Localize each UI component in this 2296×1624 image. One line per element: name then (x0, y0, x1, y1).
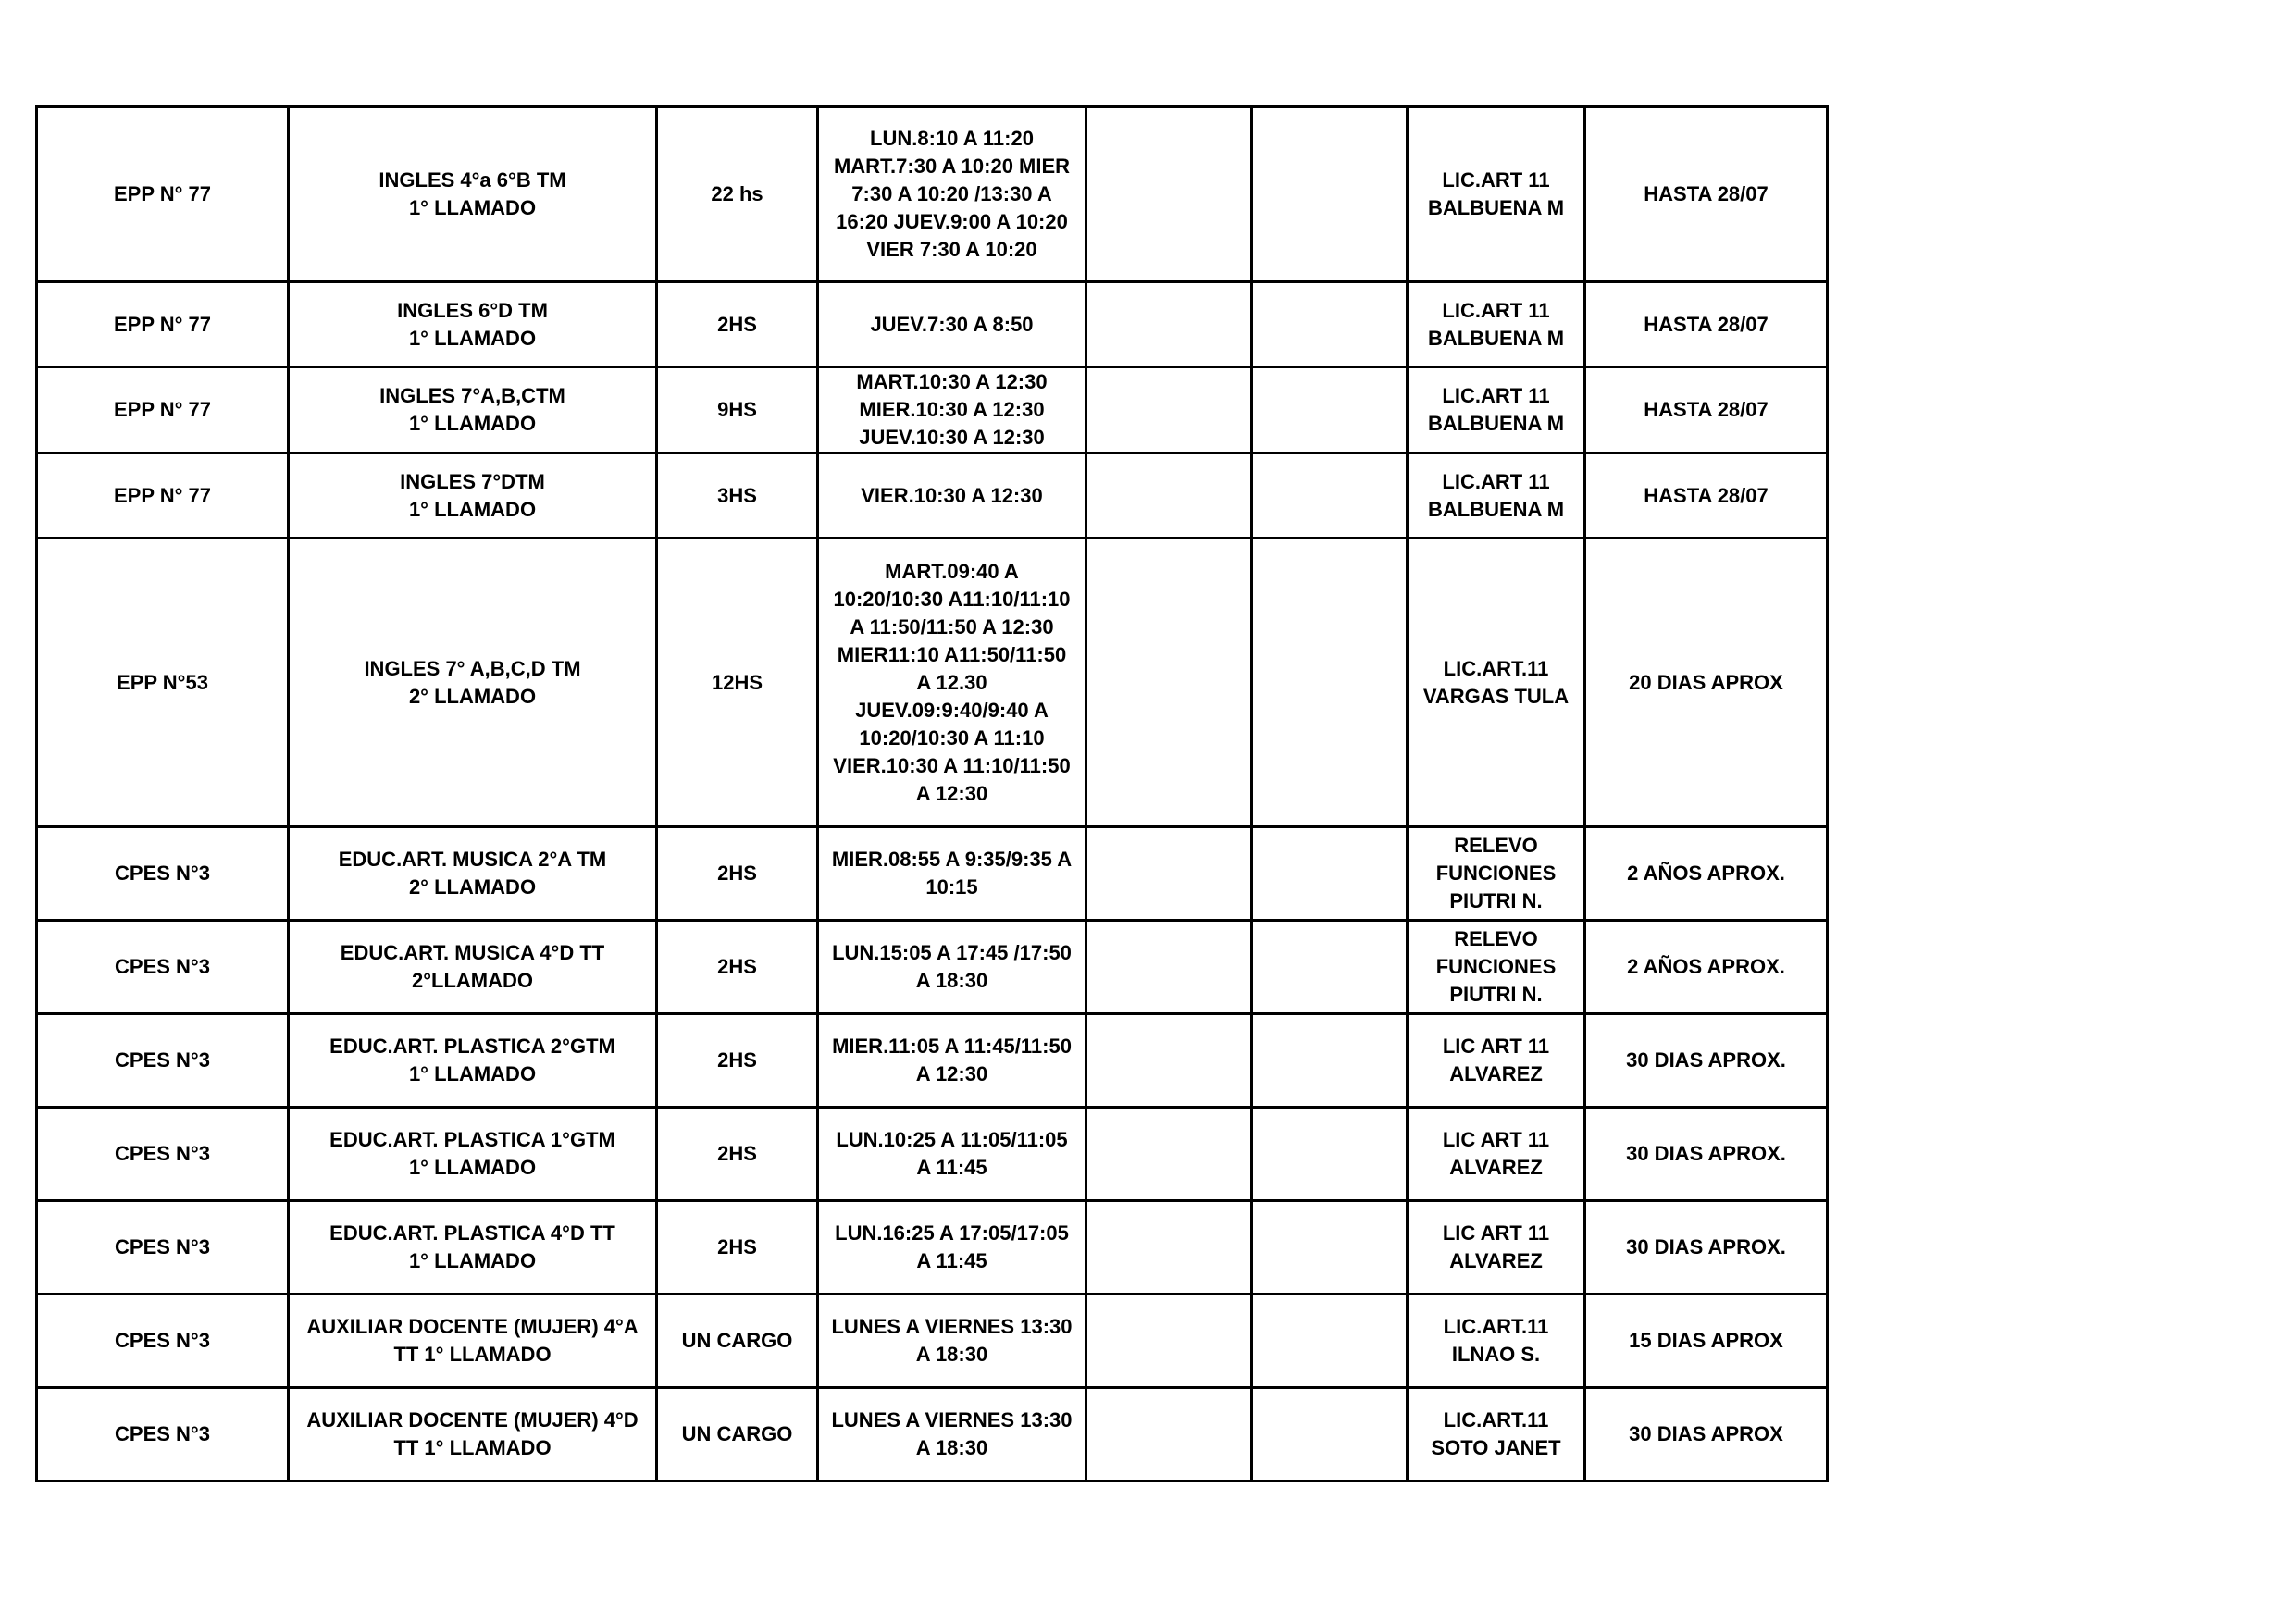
schedule-cell: MART.09:40 A 10:20/10:30 A11:10/11:10 A 11:50/11:50 A 12:30 MIER11:10 A11:50/11:50 A 12.30 JUEV.09:9:40/9:40 A 10:20/10:30 A 11:10 VIER.10:30 A 11:10/11:50 A 12:30 (818, 539, 1086, 827)
duration-cell: 15 DIAS APROX (1585, 1295, 1828, 1388)
reason-cell: LIC.ART.11 SOTO JANET (1408, 1388, 1585, 1481)
subject-cell: AUXILIAR DOCENTE (MUJER) 4°A TT 1° LLAMADO (289, 1295, 657, 1388)
duration-cell: HASTA 28/07 (1585, 107, 1828, 282)
hours-cell: UN CARGO (657, 1295, 818, 1388)
reason-cell: LIC.ART 11 BALBUENA M (1408, 367, 1585, 453)
schedule-cell: LUNES A VIERNES 13:30 A 18:30 (818, 1295, 1086, 1388)
institution-cell: CPES N°3 (37, 1201, 289, 1295)
subject-cell: EDUC.ART. MUSICA 2°A TM 2° LLAMADO (289, 827, 657, 921)
subject-cell: EDUC.ART. PLASTICA 4°D TT 1° LLAMADO (289, 1201, 657, 1295)
reason-cell: RELEVO FUNCIONES PIUTRI N. (1408, 827, 1585, 921)
schedule-cell: MIER.08:55 A 9:35/9:35 A 10:15 (818, 827, 1086, 921)
empty-cell (1252, 1014, 1408, 1108)
reason-cell: LIC.ART 11 BALBUENA M (1408, 107, 1585, 282)
duration-cell: 2 AÑOS APROX. (1585, 827, 1828, 921)
duration-cell: 30 DIAS APROX. (1585, 1108, 1828, 1201)
institution-cell: EPP N° 77 (37, 107, 289, 282)
table-row (37, 453, 1828, 539)
subject-cell: INGLES 7°DTM 1° LLAMADO (289, 453, 657, 539)
empty-cell (1086, 539, 1252, 827)
institution-cell: CPES N°3 (37, 921, 289, 1014)
empty-cell (1252, 1201, 1408, 1295)
duration-cell: 30 DIAS APROX. (1585, 1201, 1828, 1295)
schedule-cell: LUNES A VIERNES 13:30 A 18:30 (818, 1388, 1086, 1481)
schedule-cell: LUN.8:10 A 11:20 MART.7:30 A 10:20 MIER 7:30 A 10:20 /13:30 A 16:20 JUEV.9:00 A 10:20 VIER 7:30 A 10:20 (818, 107, 1086, 282)
hours-cell: 2HS (657, 1108, 818, 1201)
institution-cell: CPES N°3 (37, 1388, 289, 1481)
empty-cell (1252, 453, 1408, 539)
reason-cell: LIC ART 11 ALVAREZ (1408, 1014, 1585, 1108)
empty-cell (1086, 453, 1252, 539)
schedule-cell: LUN.10:25 A 11:05/11:05 A 11:45 (818, 1108, 1086, 1201)
table-row (37, 1201, 1828, 1295)
reason-cell: LIC.ART.11 VARGAS TULA (1408, 539, 1585, 827)
subject-cell: EDUC.ART. PLASTICA 1°GTM 1° LLAMADO (289, 1108, 657, 1201)
duration-cell: 30 DIAS APROX. (1585, 1014, 1828, 1108)
empty-cell (1086, 1108, 1252, 1201)
empty-cell (1086, 107, 1252, 282)
hours-cell: 2HS (657, 1201, 818, 1295)
reason-cell: LIC.ART.11 ILNAO S. (1408, 1295, 1585, 1388)
hours-cell: 3HS (657, 453, 818, 539)
subject-cell: AUXILIAR DOCENTE (MUJER) 4°D TT 1° LLAMADO (289, 1388, 657, 1481)
empty-cell (1086, 1201, 1252, 1295)
empty-cell (1086, 282, 1252, 367)
reason-cell: LIC ART 11 ALVAREZ (1408, 1108, 1585, 1201)
subject-cell: EDUC.ART. PLASTICA 2°GTM 1° LLAMADO (289, 1014, 657, 1108)
vacancy-table (35, 105, 1829, 1482)
duration-cell: 2 AÑOS APROX. (1585, 921, 1828, 1014)
schedule-cell: JUEV.7:30 A 8:50 (818, 282, 1086, 367)
schedule-cell: LUN.16:25 A 17:05/17:05 A 11:45 (818, 1201, 1086, 1295)
reason-cell: LIC.ART 11 BALBUENA M (1408, 282, 1585, 367)
table-row (37, 1388, 1828, 1481)
empty-cell (1086, 921, 1252, 1014)
subject-cell: EDUC.ART. MUSICA 4°D TT 2°LLAMADO (289, 921, 657, 1014)
hours-cell: 22 hs (657, 107, 818, 282)
empty-cell (1252, 1388, 1408, 1481)
empty-cell (1252, 367, 1408, 453)
table-row (37, 827, 1828, 921)
schedule-cell: MART.10:30 A 12:30 MIER.10:30 A 12:30 JUEV.10:30 A 12:30 (818, 367, 1086, 453)
hours-cell: 2HS (657, 921, 818, 1014)
empty-cell (1086, 827, 1252, 921)
hours-cell: 2HS (657, 827, 818, 921)
schedule-cell: MIER.11:05 A 11:45/11:50 A 12:30 (818, 1014, 1086, 1108)
table-row (37, 1014, 1828, 1108)
table-row (37, 1295, 1828, 1388)
empty-cell (1252, 1108, 1408, 1201)
institution-cell: CPES N°3 (37, 827, 289, 921)
duration-cell: 30 DIAS APROX (1585, 1388, 1828, 1481)
institution-cell: CPES N°3 (37, 1108, 289, 1201)
empty-cell (1252, 827, 1408, 921)
institution-cell: EPP N° 77 (37, 282, 289, 367)
institution-cell: EPP N° 77 (37, 367, 289, 453)
hours-cell: 2HS (657, 282, 818, 367)
schedule-cell: LUN.15:05 A 17:45 /17:50 A 18:30 (818, 921, 1086, 1014)
duration-cell: HASTA 28/07 (1585, 282, 1828, 367)
empty-cell (1252, 539, 1408, 827)
table-row (37, 367, 1828, 453)
duration-cell: HASTA 28/07 (1585, 453, 1828, 539)
empty-cell (1086, 1295, 1252, 1388)
schedule-cell: VIER.10:30 A 12:30 (818, 453, 1086, 539)
empty-cell (1086, 1388, 1252, 1481)
hours-cell: UN CARGO (657, 1388, 818, 1481)
empty-cell (1086, 367, 1252, 453)
empty-cell (1252, 1295, 1408, 1388)
institution-cell: EPP N° 77 (37, 453, 289, 539)
reason-cell: RELEVO FUNCIONES PIUTRI N. (1408, 921, 1585, 1014)
reason-cell: LIC ART 11 ALVAREZ (1408, 1201, 1585, 1295)
empty-cell (1252, 282, 1408, 367)
institution-cell: EPP N°53 (37, 539, 289, 827)
institution-cell: CPES N°3 (37, 1295, 289, 1388)
table-row (37, 539, 1828, 827)
institution-cell: CPES N°3 (37, 1014, 289, 1108)
subject-cell: INGLES 7° A,B,C,D TM 2° LLAMADO (289, 539, 657, 827)
reason-cell: LIC.ART 11 BALBUENA M (1408, 453, 1585, 539)
hours-cell: 12HS (657, 539, 818, 827)
hours-cell: 2HS (657, 1014, 818, 1108)
subject-cell: INGLES 6°D TM 1° LLAMADO (289, 282, 657, 367)
empty-cell (1252, 107, 1408, 282)
duration-cell: HASTA 28/07 (1585, 367, 1828, 453)
empty-cell (1252, 921, 1408, 1014)
table-row (37, 107, 1828, 282)
duration-cell: 20 DIAS APROX (1585, 539, 1828, 827)
empty-cell (1086, 1014, 1252, 1108)
subject-cell: INGLES 4°a 6°B TM 1° LLAMADO (289, 107, 657, 282)
subject-cell: INGLES 7°A,B,CTM 1° LLAMADO (289, 367, 657, 453)
hours-cell: 9HS (657, 367, 818, 453)
table-row (37, 921, 1828, 1014)
table-row (37, 282, 1828, 367)
table-row (37, 1108, 1828, 1201)
